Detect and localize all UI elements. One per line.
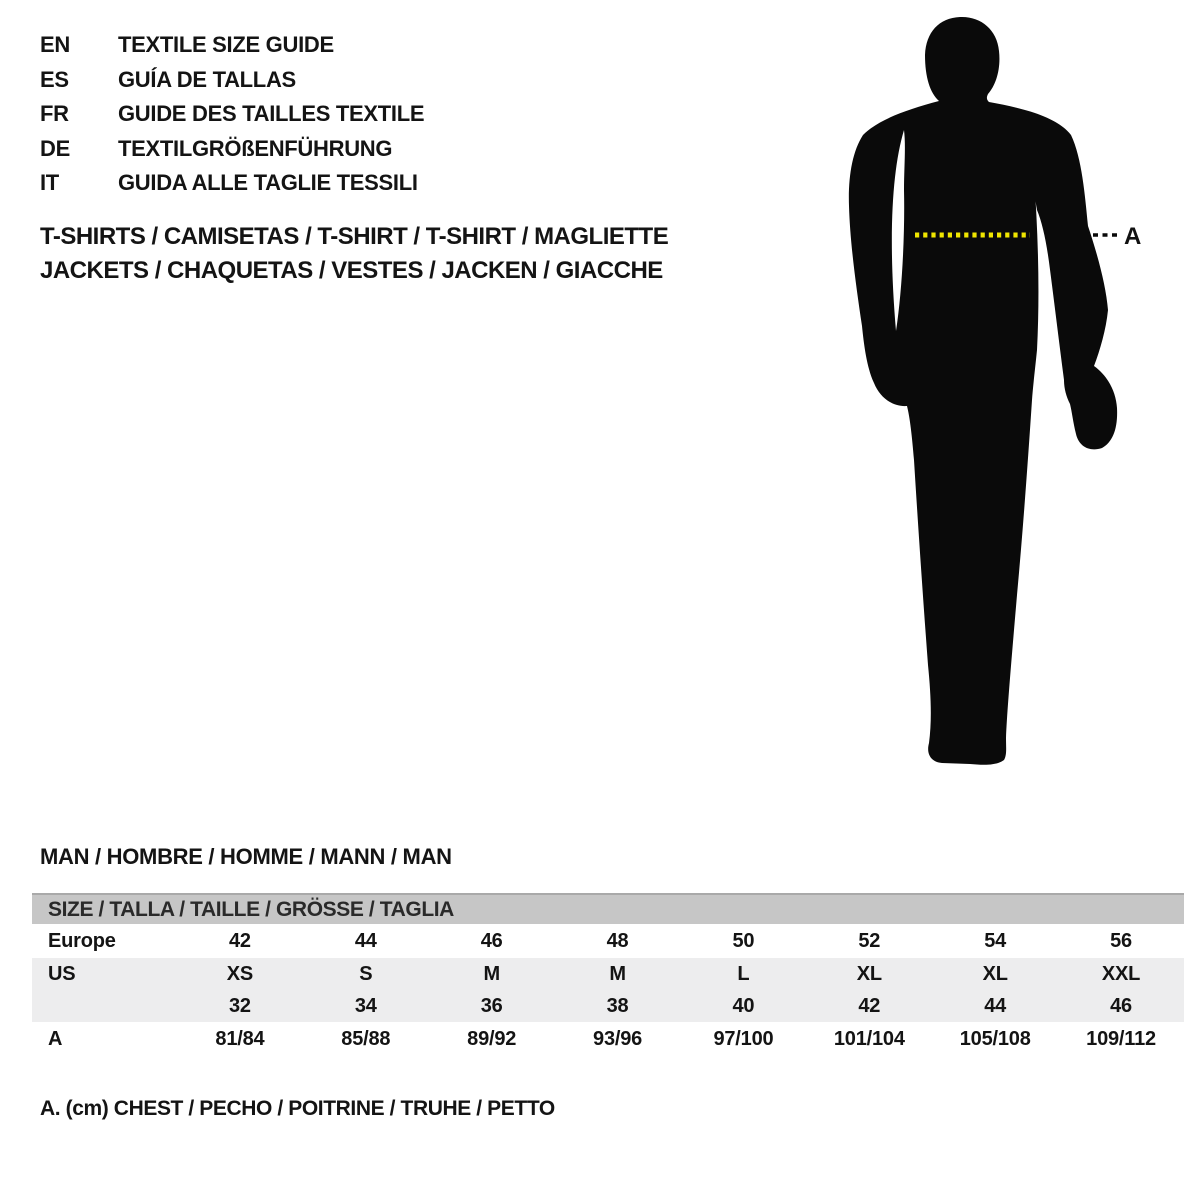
man-silhouette <box>830 0 1200 800</box>
language-title: GUÍA DE TALLAS <box>118 66 296 92</box>
category-line-jackets: JACKETS / CHAQUETAS / VESTES / JACKEN / GIACCHE <box>40 257 663 284</box>
table-cell: 50 <box>732 929 755 952</box>
language-title: GUIDE DES TAILLES TEXTILE <box>118 101 425 127</box>
row-label: A <box>48 1028 63 1050</box>
table-cell: L <box>737 962 750 985</box>
language-code: DE <box>40 135 70 161</box>
man-silhouette-shape <box>849 17 1117 765</box>
table-cell: XL <box>856 962 882 985</box>
table-row-chest <box>32 1022 1184 1057</box>
size-table-header: SIZE / TALLA / TAILLE / GRÖSSE / TAGLIA <box>32 893 1184 924</box>
language-code: FR <box>40 101 69 127</box>
table-cell: XS <box>226 962 254 985</box>
product-categories <box>40 220 668 288</box>
language-code: IT <box>40 170 59 196</box>
man-silhouette-figure <box>830 0 1200 800</box>
table-row-us <box>32 958 1184 990</box>
table-cell: 93/96 <box>593 1028 643 1050</box>
table-cell: XL <box>982 962 1008 985</box>
table-cell: 44 <box>984 994 1007 1017</box>
table-cell: 89/92 <box>467 1028 517 1050</box>
language-row <box>40 63 424 98</box>
language-title: TEXTILGRÖßENFÜHRUNG <box>118 135 393 161</box>
section-title-man: MAN / HOMBRE / HOMME / MANN / MAN <box>40 844 452 869</box>
table-cell: 44 <box>354 929 377 952</box>
table-cell: 56 <box>1110 929 1132 952</box>
language-row <box>40 166 424 201</box>
table-cell: M <box>483 962 500 985</box>
table-row-numeric <box>32 990 1184 1022</box>
table-cell: XXL <box>1101 962 1141 985</box>
table-row-europe <box>32 924 1184 958</box>
measurement-footnote: A. (cm) CHEST / PECHO / POITRINE / TRUHE / PETTO <box>40 1097 555 1120</box>
table-cell: 54 <box>984 929 1007 952</box>
table-cell: 32 <box>229 994 251 1017</box>
table-cell: 109/112 <box>1086 1028 1156 1050</box>
category-line-tshirts: T-SHIRTS / CAMISETAS / T-SHIRT / T-SHIRT / MAGLIETTE <box>40 223 669 250</box>
table-cell: 36 <box>480 994 503 1017</box>
language-row <box>40 97 424 132</box>
table-cell: 52 <box>858 929 881 952</box>
table-cell: S <box>359 962 373 985</box>
language-list <box>40 28 424 201</box>
language-code: ES <box>40 66 69 92</box>
table-cell: 40 <box>732 994 755 1017</box>
table-cell: 42 <box>858 994 881 1017</box>
language-title: TEXTILE SIZE GUIDE <box>118 32 334 58</box>
table-cell: 85/88 <box>341 1028 391 1050</box>
table-cell: 97/100 <box>713 1028 774 1050</box>
size-table <box>32 893 1184 1057</box>
table-cell: M <box>609 962 626 985</box>
table-cell: 105/108 <box>959 1028 1031 1050</box>
row-label: US <box>48 962 76 985</box>
language-title: GUIDA ALLE TAGLIE TESSILI <box>118 170 418 196</box>
table-cell: 38 <box>606 994 629 1017</box>
table-cell: 46 <box>480 929 503 952</box>
table-cell: 48 <box>606 929 629 952</box>
measure-label-a: A <box>1124 223 1142 250</box>
row-label: Europe <box>48 929 116 952</box>
table-cell: 101/104 <box>833 1028 905 1050</box>
language-code: EN <box>40 32 70 58</box>
table-cell: 34 <box>354 994 377 1017</box>
language-row <box>40 28 424 63</box>
table-cell: 81/84 <box>215 1028 265 1050</box>
table-cell: 46 <box>1110 994 1132 1017</box>
language-row <box>40 132 424 167</box>
table-cell: 42 <box>229 929 251 952</box>
